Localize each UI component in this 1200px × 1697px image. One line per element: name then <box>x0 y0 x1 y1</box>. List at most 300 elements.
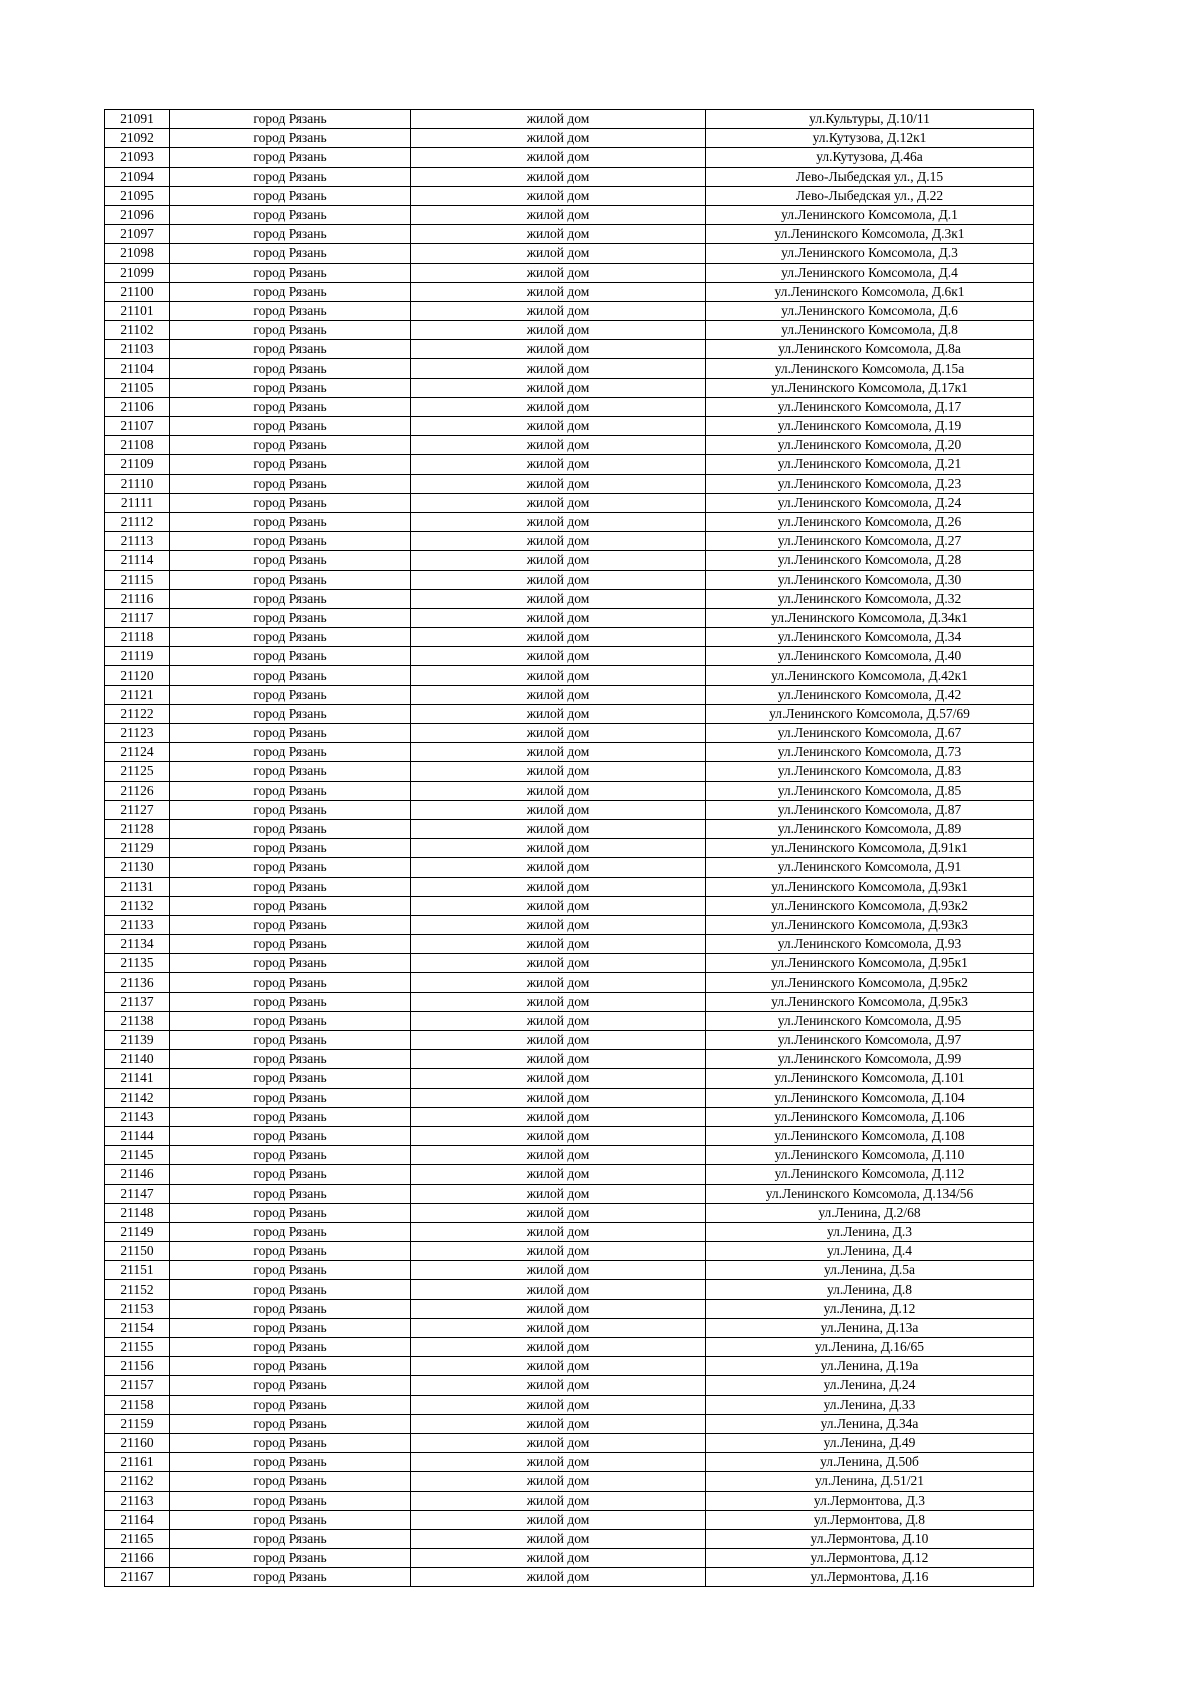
row-number-cell: 21101 <box>105 301 170 320</box>
table-row <box>105 666 1034 685</box>
address-cell: ул.Ленина, Д.50б <box>706 1453 1034 1472</box>
building-type-cell: жилой дом <box>411 129 706 148</box>
table-row <box>105 704 1034 723</box>
building-type-cell: жилой дом <box>411 628 706 647</box>
building-type-cell: жилой дом <box>411 455 706 474</box>
city-cell: город Рязань <box>170 455 411 474</box>
address-cell: ул.Ленинского Комсомола, Д.85 <box>706 781 1034 800</box>
building-type-cell: жилой дом <box>411 992 706 1011</box>
city-cell: город Рязань <box>170 1126 411 1145</box>
table-row <box>105 1031 1034 1050</box>
city-cell: город Рязань <box>170 282 411 301</box>
table-row <box>105 877 1034 896</box>
table-row <box>105 359 1034 378</box>
address-cell: ул.Ленинского Комсомола, Д.17к1 <box>706 378 1034 397</box>
address-cell: ул.Ленина, Д.3 <box>706 1222 1034 1241</box>
building-type-cell: жилой дом <box>411 532 706 551</box>
table-row <box>105 743 1034 762</box>
address-cell: ул.Ленинского Комсомола, Д.110 <box>706 1146 1034 1165</box>
city-cell: город Рязань <box>170 1107 411 1126</box>
row-number-cell: 21137 <box>105 992 170 1011</box>
table-row <box>105 1069 1034 1088</box>
row-number-cell: 21111 <box>105 493 170 512</box>
building-type-cell: жилой дом <box>411 1050 706 1069</box>
address-cell: ул.Ленинского Комсомола, Д.21 <box>706 455 1034 474</box>
table-row <box>105 532 1034 551</box>
city-cell: город Рязань <box>170 877 411 896</box>
address-cell: ул.Ленинского Комсомола, Д.95к2 <box>706 973 1034 992</box>
table-row <box>105 1203 1034 1222</box>
city-cell: город Рязань <box>170 474 411 493</box>
address-cell: ул.Ленинского Комсомола, Д.19 <box>706 417 1034 436</box>
table-row <box>105 1395 1034 1414</box>
city-cell: город Рязань <box>170 839 411 858</box>
address-cell: ул.Ленинского Комсомола, Д.23 <box>706 474 1034 493</box>
address-cell: ул.Ленинского Комсомола, Д.34к1 <box>706 608 1034 627</box>
row-number-cell: 21152 <box>105 1280 170 1299</box>
table-row <box>105 647 1034 666</box>
address-cell: ул.Ленинского Комсомола, Д.4 <box>706 263 1034 282</box>
row-number-cell: 21126 <box>105 781 170 800</box>
address-cell: Лево-Лыбедская ул., Д.22 <box>706 186 1034 205</box>
city-cell: город Рязань <box>170 110 411 129</box>
building-type-cell: жилой дом <box>411 839 706 858</box>
building-type-cell: жилой дом <box>411 397 706 416</box>
city-cell: город Рязань <box>170 1031 411 1050</box>
building-type-cell: жилой дом <box>411 167 706 186</box>
row-number-cell: 21124 <box>105 743 170 762</box>
address-cell: ул.Ленинского Комсомола, Д.99 <box>706 1050 1034 1069</box>
city-cell: город Рязань <box>170 628 411 647</box>
building-type-cell: жилой дом <box>411 359 706 378</box>
row-number-cell: 21125 <box>105 762 170 781</box>
city-cell: город Рязань <box>170 1414 411 1433</box>
table-row <box>105 1299 1034 1318</box>
city-cell: город Рязань <box>170 781 411 800</box>
row-number-cell: 21106 <box>105 397 170 416</box>
building-type-cell: жилой дом <box>411 1203 706 1222</box>
address-cell: ул.Ленинского Комсомола, Д.93к3 <box>706 915 1034 934</box>
city-cell: город Рязань <box>170 129 411 148</box>
city-cell: город Рязань <box>170 935 411 954</box>
city-cell: город Рязань <box>170 1510 411 1529</box>
row-number-cell: 21094 <box>105 167 170 186</box>
city-cell: город Рязань <box>170 1338 411 1357</box>
building-type-cell: жилой дом <box>411 436 706 455</box>
row-number-cell: 21156 <box>105 1357 170 1376</box>
address-cell: ул.Ленинского Комсомола, Д.42к1 <box>706 666 1034 685</box>
city-cell: город Рязань <box>170 1222 411 1241</box>
building-type-cell: жилой дом <box>411 800 706 819</box>
table-row <box>105 1568 1034 1587</box>
building-type-cell: жилой дом <box>411 781 706 800</box>
row-number-cell: 21132 <box>105 896 170 915</box>
building-type-cell: жилой дом <box>411 1299 706 1318</box>
building-type-cell: жилой дом <box>411 743 706 762</box>
row-number-cell: 21148 <box>105 1203 170 1222</box>
row-number-cell: 21092 <box>105 129 170 148</box>
table-row <box>105 1318 1034 1337</box>
row-number-cell: 21164 <box>105 1510 170 1529</box>
table-row <box>105 1146 1034 1165</box>
city-cell: город Рязань <box>170 321 411 340</box>
address-cell: ул.Ленина, Д.34а <box>706 1414 1034 1433</box>
building-type-cell: жилой дом <box>411 1242 706 1261</box>
city-cell: город Рязань <box>170 685 411 704</box>
row-number-cell: 21120 <box>105 666 170 685</box>
row-number-cell: 21155 <box>105 1338 170 1357</box>
building-type-cell: жилой дом <box>411 608 706 627</box>
city-cell: город Рязань <box>170 992 411 1011</box>
city-cell: город Рязань <box>170 896 411 915</box>
city-cell: город Рязань <box>170 340 411 359</box>
table-row <box>105 321 1034 340</box>
city-cell: город Рязань <box>170 1568 411 1587</box>
row-number-cell: 21153 <box>105 1299 170 1318</box>
building-type-cell: жилой дом <box>411 474 706 493</box>
table-row <box>105 1011 1034 1030</box>
table-row <box>105 819 1034 838</box>
row-number-cell: 21166 <box>105 1549 170 1568</box>
address-cell: ул.Ленина, Д.49 <box>706 1433 1034 1452</box>
address-cell: ул.Ленинского Комсомола, Д.91к1 <box>706 839 1034 858</box>
building-type-cell: жилой дом <box>411 1107 706 1126</box>
row-number-cell: 21154 <box>105 1318 170 1337</box>
address-cell: ул.Ленинского Комсомола, Д.8 <box>706 321 1034 340</box>
row-number-cell: 21138 <box>105 1011 170 1030</box>
building-type-cell: жилой дом <box>411 1472 706 1491</box>
row-number-cell: 21131 <box>105 877 170 896</box>
building-type-cell: жилой дом <box>411 877 706 896</box>
city-cell: город Рязань <box>170 608 411 627</box>
row-number-cell: 21150 <box>105 1242 170 1261</box>
row-number-cell: 21096 <box>105 205 170 224</box>
building-type-cell: жилой дом <box>411 1510 706 1529</box>
building-type-cell: жилой дом <box>411 1376 706 1395</box>
building-type-cell: жилой дом <box>411 1568 706 1587</box>
table-row <box>105 301 1034 320</box>
building-type-cell: жилой дом <box>411 205 706 224</box>
address-cell: ул.Ленинского Комсомола, Д.97 <box>706 1031 1034 1050</box>
address-cell: ул.Ленинского Комсомола, Д.40 <box>706 647 1034 666</box>
building-type-cell: жилой дом <box>411 1280 706 1299</box>
row-number-cell: 21110 <box>105 474 170 493</box>
table-row <box>105 129 1034 148</box>
city-cell: город Рязань <box>170 666 411 685</box>
row-number-cell: 21146 <box>105 1165 170 1184</box>
city-cell: город Рязань <box>170 1433 411 1452</box>
city-cell: город Рязань <box>170 1165 411 1184</box>
row-number-cell: 21165 <box>105 1529 170 1548</box>
address-cell: ул.Лермонтова, Д.12 <box>706 1549 1034 1568</box>
city-cell: город Рязань <box>170 205 411 224</box>
city-cell: город Рязань <box>170 148 411 167</box>
table-row <box>105 1242 1034 1261</box>
table-row <box>105 992 1034 1011</box>
building-type-cell: жилой дом <box>411 378 706 397</box>
table-row <box>105 1529 1034 1548</box>
table-row <box>105 1222 1034 1241</box>
row-number-cell: 21116 <box>105 589 170 608</box>
city-cell: город Рязань <box>170 244 411 263</box>
building-type-cell: жилой дом <box>411 301 706 320</box>
row-number-cell: 21091 <box>105 110 170 129</box>
address-cell: ул.Ленинского Комсомола, Д.30 <box>706 570 1034 589</box>
row-number-cell: 21098 <box>105 244 170 263</box>
table-row <box>105 1050 1034 1069</box>
row-number-cell: 21123 <box>105 724 170 743</box>
address-cell: ул.Ленина, Д.8 <box>706 1280 1034 1299</box>
row-number-cell: 21115 <box>105 570 170 589</box>
row-number-cell: 21149 <box>105 1222 170 1241</box>
row-number-cell: 21104 <box>105 359 170 378</box>
address-cell: ул.Ленинского Комсомола, Д.26 <box>706 512 1034 531</box>
table-row <box>105 1357 1034 1376</box>
city-cell: город Рязань <box>170 532 411 551</box>
address-cell: ул.Ленинского Комсомола, Д.20 <box>706 436 1034 455</box>
address-cell: ул.Ленинского Комсомола, Д.3к1 <box>706 225 1034 244</box>
address-cell: ул.Культуры, Д.10/11 <box>706 110 1034 129</box>
registry-table <box>104 109 1034 1587</box>
city-cell: город Рязань <box>170 1549 411 1568</box>
table-row <box>105 628 1034 647</box>
building-type-cell: жилой дом <box>411 148 706 167</box>
city-cell: город Рязань <box>170 915 411 934</box>
city-cell: город Рязань <box>170 1453 411 1472</box>
building-type-cell: жилой дом <box>411 263 706 282</box>
address-cell: ул.Ленинского Комсомола, Д.3 <box>706 244 1034 263</box>
address-cell: ул.Ленина, Д.12 <box>706 1299 1034 1318</box>
row-number-cell: 21141 <box>105 1069 170 1088</box>
address-cell: ул.Ленинского Комсомола, Д.57/69 <box>706 704 1034 723</box>
building-type-cell: жилой дом <box>411 1453 706 1472</box>
table-row <box>105 800 1034 819</box>
address-cell: ул.Ленина, Д.13а <box>706 1318 1034 1337</box>
building-type-cell: жилой дом <box>411 1126 706 1145</box>
city-cell: город Рязань <box>170 1529 411 1548</box>
table-row <box>105 340 1034 359</box>
building-type-cell: жилой дом <box>411 1433 706 1452</box>
building-type-cell: жилой дом <box>411 724 706 743</box>
building-type-cell: жилой дом <box>411 570 706 589</box>
address-cell: ул.Ленинского Комсомола, Д.83 <box>706 762 1034 781</box>
building-type-cell: жилой дом <box>411 896 706 915</box>
address-cell: ул.Ленина, Д.2/68 <box>706 1203 1034 1222</box>
table-row <box>105 973 1034 992</box>
table-row <box>105 244 1034 263</box>
table-row <box>105 1549 1034 1568</box>
address-cell: ул.Ленина, Д.33 <box>706 1395 1034 1414</box>
row-number-cell: 21100 <box>105 282 170 301</box>
row-number-cell: 21167 <box>105 1568 170 1587</box>
row-number-cell: 21128 <box>105 819 170 838</box>
address-cell: ул.Ленинского Комсомола, Д.95к3 <box>706 992 1034 1011</box>
row-number-cell: 21145 <box>105 1146 170 1165</box>
building-type-cell: жилой дом <box>411 225 706 244</box>
row-number-cell: 21140 <box>105 1050 170 1069</box>
city-cell: город Рязань <box>170 263 411 282</box>
address-cell: ул.Лермонтова, Д.10 <box>706 1529 1034 1548</box>
address-cell: ул.Ленинского Комсомола, Д.17 <box>706 397 1034 416</box>
table-row <box>105 512 1034 531</box>
table-row <box>105 1184 1034 1203</box>
city-cell: город Рязань <box>170 973 411 992</box>
address-cell: ул.Ленинского Комсомола, Д.73 <box>706 743 1034 762</box>
city-cell: город Рязань <box>170 1491 411 1510</box>
row-number-cell: 21105 <box>105 378 170 397</box>
row-number-cell: 21135 <box>105 954 170 973</box>
address-cell: ул.Ленинского Комсомола, Д.6 <box>706 301 1034 320</box>
table-row <box>105 935 1034 954</box>
building-type-cell: жилой дом <box>411 1069 706 1088</box>
city-cell: город Рязань <box>170 167 411 186</box>
address-cell: ул.Ленинского Комсомола, Д.6к1 <box>706 282 1034 301</box>
row-number-cell: 21130 <box>105 858 170 877</box>
table-row <box>105 1376 1034 1395</box>
registry-table-body <box>105 110 1034 1587</box>
city-cell: город Рязань <box>170 800 411 819</box>
row-number-cell: 21121 <box>105 685 170 704</box>
city-cell: город Рязань <box>170 512 411 531</box>
row-number-cell: 21118 <box>105 628 170 647</box>
city-cell: город Рязань <box>170 551 411 570</box>
table-row <box>105 1088 1034 1107</box>
table-row <box>105 858 1034 877</box>
table-row <box>105 417 1034 436</box>
address-cell: ул.Ленинского Комсомола, Д.93 <box>706 935 1034 954</box>
row-number-cell: 21142 <box>105 1088 170 1107</box>
row-number-cell: 21157 <box>105 1376 170 1395</box>
city-cell: город Рязань <box>170 378 411 397</box>
address-cell: ул.Кутузова, Д.46а <box>706 148 1034 167</box>
building-type-cell: жилой дом <box>411 512 706 531</box>
building-type-cell: жилой дом <box>411 1357 706 1376</box>
city-cell: город Рязань <box>170 704 411 723</box>
table-row <box>105 1165 1034 1184</box>
city-cell: город Рязань <box>170 1376 411 1395</box>
building-type-cell: жилой дом <box>411 858 706 877</box>
table-row <box>105 954 1034 973</box>
address-cell: ул.Ленина, Д.24 <box>706 1376 1034 1395</box>
address-cell: ул.Ленинского Комсомола, Д.89 <box>706 819 1034 838</box>
city-cell: город Рязань <box>170 570 411 589</box>
city-cell: город Рязань <box>170 301 411 320</box>
address-cell: ул.Ленинского Комсомола, Д.104 <box>706 1088 1034 1107</box>
address-cell: ул.Лермонтова, Д.8 <box>706 1510 1034 1529</box>
city-cell: город Рязань <box>170 225 411 244</box>
row-number-cell: 21102 <box>105 321 170 340</box>
table-row <box>105 1126 1034 1145</box>
building-type-cell: жилой дом <box>411 321 706 340</box>
row-number-cell: 21159 <box>105 1414 170 1433</box>
row-number-cell: 21095 <box>105 186 170 205</box>
table-row <box>105 685 1034 704</box>
city-cell: город Рязань <box>170 1472 411 1491</box>
building-type-cell: жилой дом <box>411 282 706 301</box>
city-cell: город Рязань <box>170 1184 411 1203</box>
address-cell: ул.Ленина, Д.16/65 <box>706 1338 1034 1357</box>
building-type-cell: жилой дом <box>411 1261 706 1280</box>
address-cell: ул.Ленинского Комсомола, Д.95к1 <box>706 954 1034 973</box>
row-number-cell: 21119 <box>105 647 170 666</box>
building-type-cell: жилой дом <box>411 1165 706 1184</box>
building-type-cell: жилой дом <box>411 666 706 685</box>
row-number-cell: 21151 <box>105 1261 170 1280</box>
city-cell: город Рязань <box>170 1357 411 1376</box>
table-row <box>105 1510 1034 1529</box>
table-row <box>105 1414 1034 1433</box>
city-cell: город Рязань <box>170 493 411 512</box>
table-row <box>105 282 1034 301</box>
building-type-cell: жилой дом <box>411 1184 706 1203</box>
row-number-cell: 21122 <box>105 704 170 723</box>
address-cell: Лево-Лыбедская ул., Д.15 <box>706 167 1034 186</box>
table-row <box>105 1453 1034 1472</box>
row-number-cell: 21136 <box>105 973 170 992</box>
building-type-cell: жилой дом <box>411 1222 706 1241</box>
row-number-cell: 21147 <box>105 1184 170 1203</box>
city-cell: город Рязань <box>170 1011 411 1030</box>
building-type-cell: жилой дом <box>411 340 706 359</box>
table-row <box>105 1261 1034 1280</box>
city-cell: город Рязань <box>170 954 411 973</box>
address-cell: ул.Ленинского Комсомола, Д.67 <box>706 724 1034 743</box>
building-type-cell: жилой дом <box>411 417 706 436</box>
city-cell: город Рязань <box>170 1069 411 1088</box>
city-cell: город Рязань <box>170 647 411 666</box>
table-row <box>105 263 1034 282</box>
row-number-cell: 21158 <box>105 1395 170 1414</box>
table-row <box>105 378 1034 397</box>
building-type-cell: жилой дом <box>411 1549 706 1568</box>
city-cell: город Рязань <box>170 1088 411 1107</box>
address-cell: ул.Ленинского Комсомола, Д.1 <box>706 205 1034 224</box>
building-type-cell: жилой дом <box>411 935 706 954</box>
building-type-cell: жилой дом <box>411 1318 706 1337</box>
row-number-cell: 21139 <box>105 1031 170 1050</box>
city-cell: город Рязань <box>170 1242 411 1261</box>
table-row <box>105 455 1034 474</box>
city-cell: город Рязань <box>170 589 411 608</box>
row-number-cell: 21133 <box>105 915 170 934</box>
building-type-cell: жилой дом <box>411 819 706 838</box>
address-cell: ул.Ленинского Комсомола, Д.15а <box>706 359 1034 378</box>
table-row <box>105 148 1034 167</box>
table-row <box>105 839 1034 858</box>
row-number-cell: 21107 <box>105 417 170 436</box>
table-row <box>105 551 1034 570</box>
table-row <box>105 608 1034 627</box>
table-row <box>105 1107 1034 1126</box>
building-type-cell: жилой дом <box>411 647 706 666</box>
city-cell: город Рязань <box>170 1261 411 1280</box>
row-number-cell: 21103 <box>105 340 170 359</box>
city-cell: город Рязань <box>170 858 411 877</box>
building-type-cell: жилой дом <box>411 1414 706 1433</box>
city-cell: город Рязань <box>170 1299 411 1318</box>
row-number-cell: 21163 <box>105 1491 170 1510</box>
row-number-cell: 21143 <box>105 1107 170 1126</box>
address-cell: ул.Ленинского Комсомола, Д.101 <box>706 1069 1034 1088</box>
table-row <box>105 1338 1034 1357</box>
table-row <box>105 1433 1034 1452</box>
address-cell: ул.Ленинского Комсомола, Д.93к2 <box>706 896 1034 915</box>
row-number-cell: 21127 <box>105 800 170 819</box>
address-cell: ул.Ленинского Комсомола, Д.95 <box>706 1011 1034 1030</box>
address-cell: ул.Ленинского Комсомола, Д.28 <box>706 551 1034 570</box>
row-number-cell: 21099 <box>105 263 170 282</box>
row-number-cell: 21114 <box>105 551 170 570</box>
